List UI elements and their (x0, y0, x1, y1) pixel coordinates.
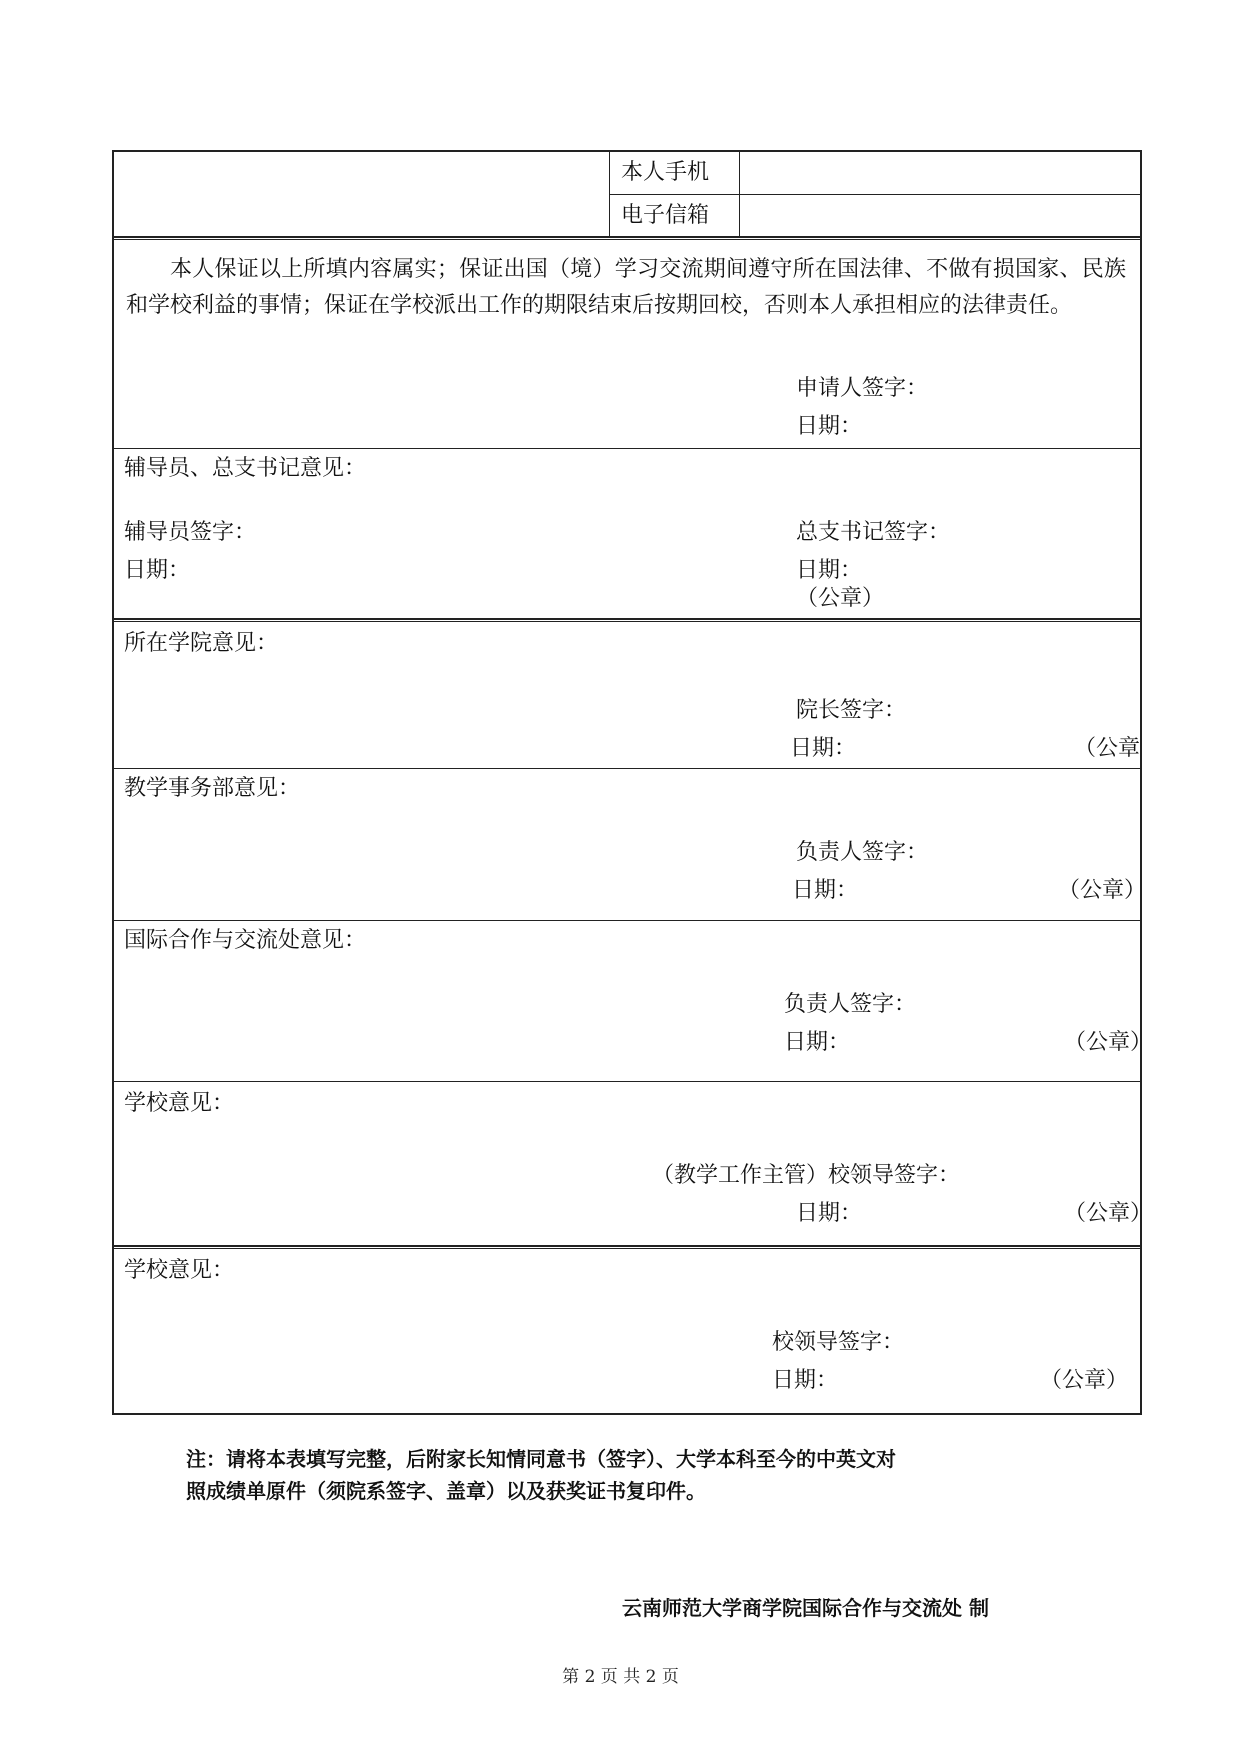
dean-sign-label: 院长签字： (796, 698, 907, 723)
submission-note (186, 1443, 1066, 1507)
page-number: 第 2 页 共 2 页 (562, 1667, 679, 1687)
counselor-date-label: 日期： (124, 558, 191, 583)
secretary-date-label: 日期： (796, 558, 863, 583)
academic-affairs-date-label: 日期： (792, 878, 859, 903)
counselor-sign-label: 辅导员签字： (124, 520, 257, 545)
academic-affairs-heading: 教学事务部意见： (124, 776, 301, 801)
academic-affairs-section (114, 769, 1147, 921)
email-field[interactable] (751, 202, 1131, 230)
phone-field[interactable] (751, 159, 1131, 187)
note-line-2: 照成绩单原件（须院系签字、盖章）以及获奖证书复印件。 (186, 1479, 706, 1503)
phone-label: 本人手机 (621, 160, 710, 185)
academic-affairs-sign-label: 负责人签字： (796, 840, 929, 865)
school-heading-2: 学校意见： (124, 1258, 235, 1283)
college-date-label: 日期： (790, 736, 857, 761)
secretary-sign-label: 总支书记签字： (796, 520, 951, 545)
school-seal-2: （公章） (1040, 1368, 1129, 1393)
school-date-label-2: 日期： (772, 1368, 839, 1393)
school-leader-sign-label-2: 校领导签字： (772, 1330, 905, 1355)
pledge-text: 本人保证以上所填内容属实；保证出国（境）学习交流期间遵守所在国法律、不做有损国家、民族和学校利益的事情；保证在学校派出工作的期限结束后按期回校，否则本人承担相应的法律责任。 (126, 257, 1126, 318)
international-heading: 国际合作与交流处意见： (124, 928, 367, 953)
email-label: 电子信箱 (621, 203, 710, 228)
contact-row-divider (609, 194, 1142, 195)
college-heading: 所在学院意见： (124, 631, 279, 656)
college-section (114, 619, 1140, 769)
school-opinion-section-2 (114, 1246, 1140, 1417)
pledge-section (114, 237, 1140, 449)
applicant-date-label: 日期： (796, 414, 863, 439)
note-line-1: 注：请将本表填写完整，后附家长知情同意书（签字）、大学本科至今的中英文对 (186, 1447, 896, 1471)
application-form-table (112, 150, 1153, 1415)
international-seal: （公章） (1064, 1030, 1153, 1055)
academic-affairs-seal: （公章） (1058, 878, 1147, 903)
applicant-sign-label: 申请人签字： (796, 376, 929, 401)
international-sign-label: 负责人签字： (784, 992, 917, 1017)
school-opinion-section-1 (114, 1082, 1153, 1246)
issuer-label: 云南师范大学商学院国际合作与交流处 制 (622, 1596, 989, 1620)
school-leader-sign-label-1: （教学工作主管）校领导签字： (652, 1163, 961, 1188)
college-seal: （公章 (1074, 736, 1141, 761)
international-date-label: 日期： (784, 1030, 851, 1055)
school-seal-1: （公章） (1064, 1201, 1153, 1226)
contact-section (114, 152, 1140, 237)
school-date-label-1: 日期： (796, 1201, 863, 1226)
school-heading-1: 学校意见： (124, 1091, 235, 1116)
counselor-section (114, 449, 1140, 619)
counselor-heading: 辅导员、总支书记意见： (124, 456, 367, 481)
international-section (114, 921, 1153, 1082)
secretary-seal: （公章） (796, 586, 885, 611)
